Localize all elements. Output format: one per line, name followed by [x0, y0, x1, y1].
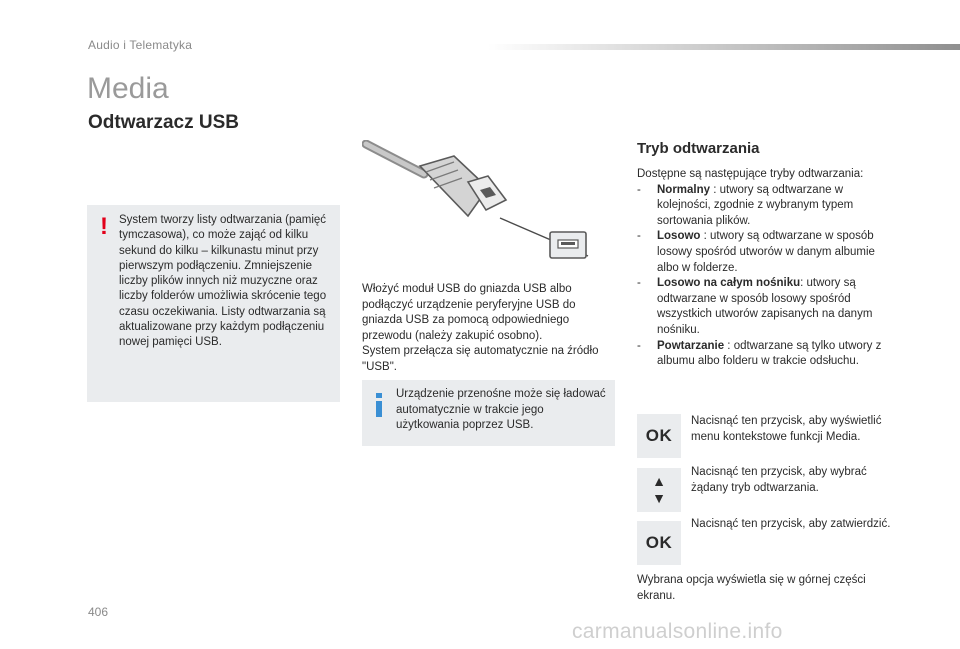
info-text: Urządzenie przenośne może się ładować automatycznie w trakcie jego użytkowania poprzez USB.: [396, 388, 606, 432]
usb-plug-illustration: [362, 140, 592, 270]
mode-item-random-all: - Losowo na całym nośniku: utwory są odtwarzane w sposób losowy spośród wszystkich utworów zapisanych na danym nośniku.: [637, 277, 873, 336]
up-down-arrows-icon: [637, 468, 681, 512]
mode-desc: : utwory są odtwarzane w sposób losowy spośród utworów w danym albumie albo w folderze.: [657, 230, 875, 274]
info-icon: [376, 393, 382, 415]
mode-name: Powtarzanie: [657, 339, 725, 352]
mode-item-repeat: - Powtarzanie : odtwarzane są tylko utwory z albumu albo folderu w trakcie odsłuchu.: [637, 339, 882, 368]
mode-desc: : utwory są odtwarzane w sposób losowy spośród wszystkich utworów zapisanych na danym nośniku.: [657, 277, 873, 336]
watermark: carmanualsonline.info: [572, 620, 783, 643]
info-box: [362, 380, 615, 446]
ok-confirm-description: Nacisnąć ten przycisk, aby zatwierdzić.: [691, 518, 891, 530]
usb-instructions-paragraph-2: System przełącza się automatycznie na źródło "USB".: [362, 345, 599, 373]
mode-item-random: - Losowo : utwory są odtwarzane w sposób losowy spośród utworów w danym albumie albo w folderze.: [637, 230, 875, 274]
page-title: Media: [87, 72, 169, 105]
up-arrow-icon: ▲: [652, 473, 666, 489]
section-header: Audio i Telematyka: [88, 38, 193, 52]
ok-confirm-button-icon: OK: [637, 521, 681, 565]
arrows-button-description: Nacisnąć ten przycisk, aby wybrać żądany tryb odtwarzania.: [691, 466, 867, 494]
mode-item-normal: - Normalny : utwory są odtwarzane w kolejności, zgodnie z wybranym typem sortowania plików.: [637, 183, 854, 227]
playback-intro: Dostępne są następujące tryby odtwarzania:: [637, 168, 864, 180]
exclamation-icon: !: [100, 213, 108, 240]
header-gradient-bar: [488, 44, 960, 50]
usb-instructions: [362, 282, 612, 376]
mode-desc: : utwory są odtwarzane w kolejności, zgodnie z wybranym typem sortowania plików.: [657, 183, 854, 227]
down-arrow-icon: ▼: [652, 490, 666, 506]
ok-button-description: Nacisnąć ten przycisk, aby wyświetlić menu kontekstowe funkcji Media.: [691, 415, 882, 443]
warning-box: [87, 205, 340, 402]
playback-heading: Tryb odtwarzania: [637, 140, 760, 157]
usb-instructions-paragraph-1: Włożyć moduł USB do gniazda USB albo podłączyć urządzenie peryferyjne USB do gniazda USB za pomocą odpowiedniego przewodu (należy zakupić osobno).: [362, 283, 576, 342]
mode-desc: : odtwarzane są tylko utwory z albumu albo folderu w trakcie odsłuchu.: [657, 339, 882, 368]
mode-name: Losowo na całym nośniku: [657, 277, 801, 290]
footer-note: Wybrana opcja wyświetla się w górnej części ekranu.: [637, 574, 866, 602]
mode-name: Losowo: [657, 230, 701, 243]
section-subtitle: Odtwarzacz USB: [88, 112, 239, 133]
playback-modes: [637, 167, 892, 370]
warning-text: System tworzy listy odtwarzania (pamięć tymczasowa), co może zająć od kilku sekund do kilku – kilkunastu minut przy pierwszym podłączeniu. Zmniejszenie liczby plików innych niż muzyczne oraz liczby folderów umożliwia skrócenie tego czasu oczekiwania. Listy odtwarzania są aktualizowane przy każdym podłączeniu nowej pamięci USB.: [119, 214, 327, 349]
page-number: 406: [88, 605, 109, 619]
ok-button-icon: OK: [637, 414, 681, 458]
mode-name: Normalny: [657, 183, 711, 196]
